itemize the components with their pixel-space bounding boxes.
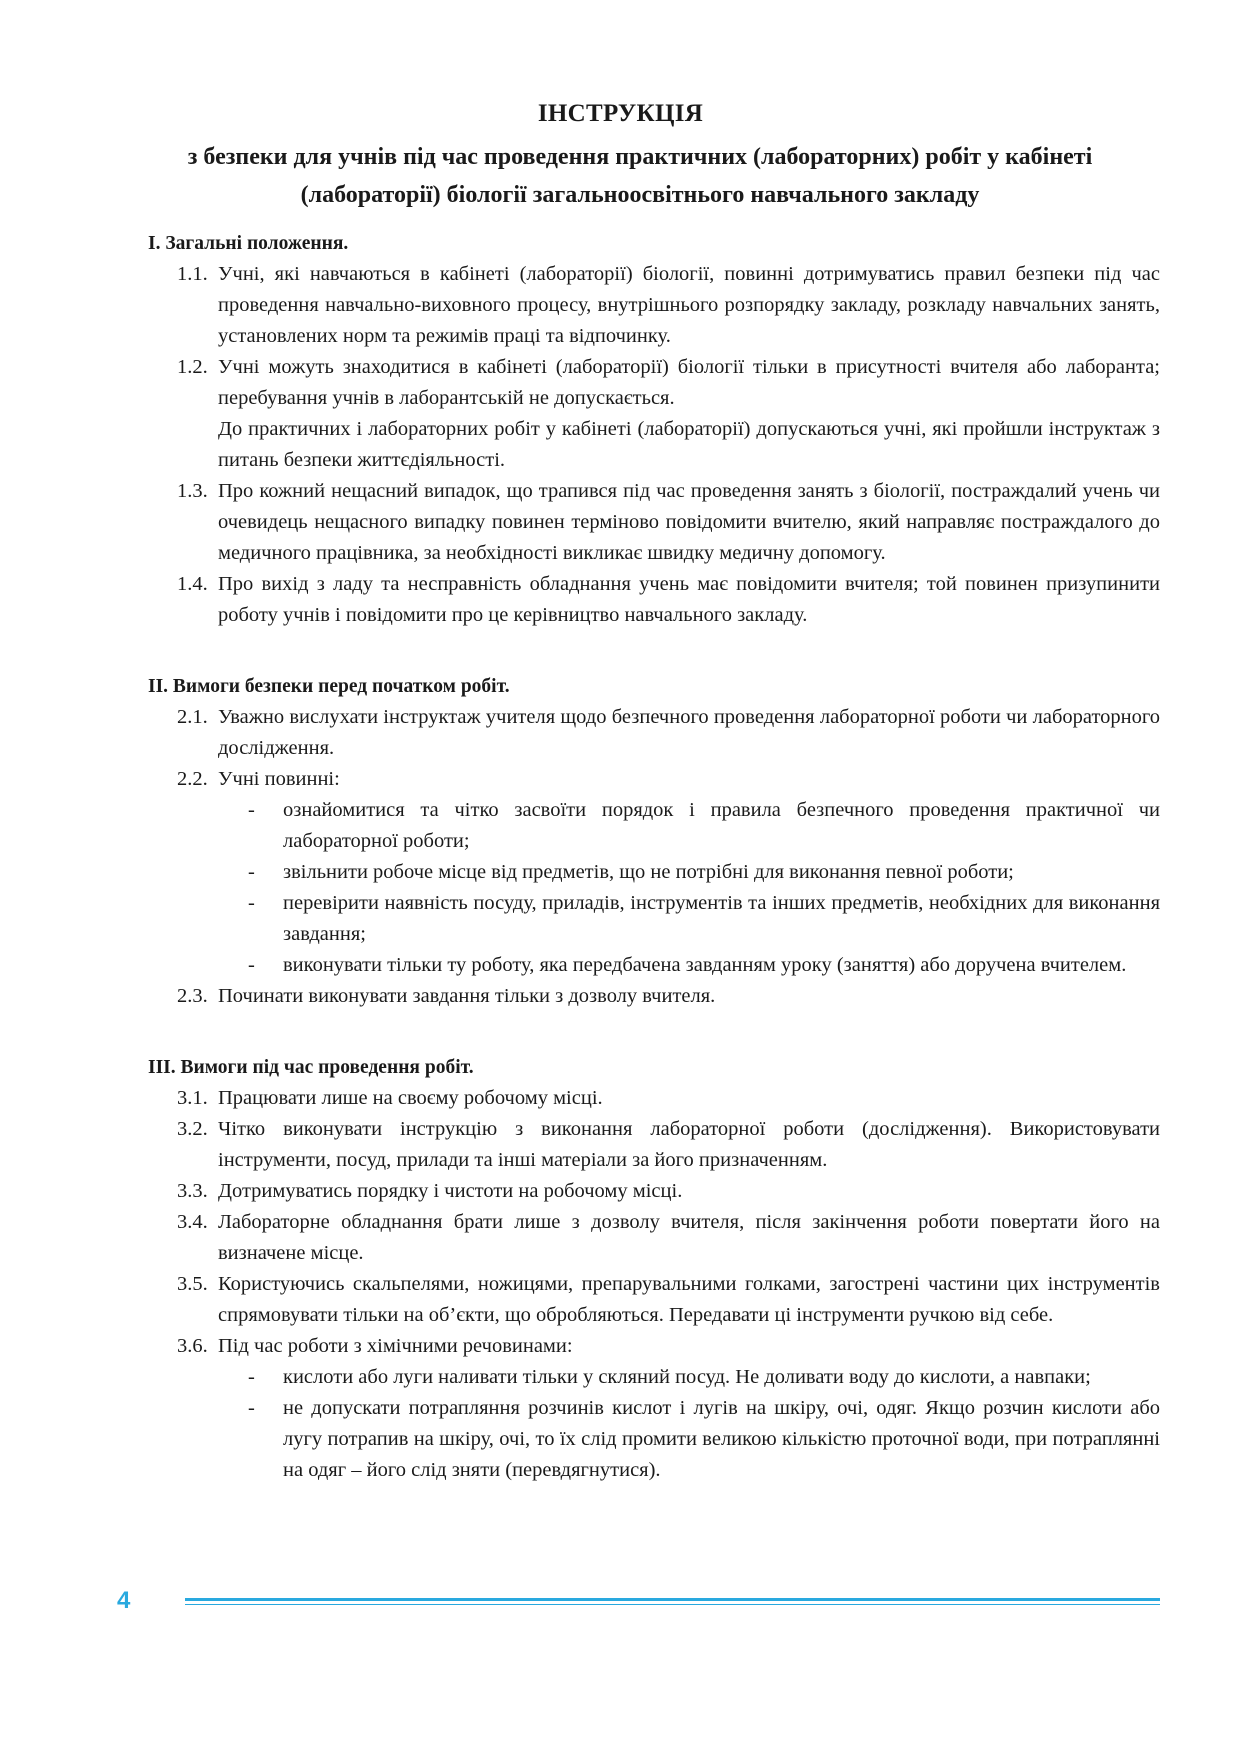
dash-marker: - <box>248 892 255 914</box>
dash-marker: - <box>248 1366 255 1388</box>
item-number: 1.3. <box>177 480 208 502</box>
list-item <box>148 1176 1160 1207</box>
item-number: 1.4. <box>177 573 208 595</box>
item-number: 1.2. <box>177 356 208 378</box>
item-text: Дотримуватись порядку і чистоти на робочому місці. <box>218 1180 683 1202</box>
item-number: 3.5. <box>177 1273 208 1295</box>
item-number: 2.1. <box>177 706 208 728</box>
list-item <box>148 1114 1160 1176</box>
bullet-text: виконувати тільки ту роботу, яка передбачена завданням уроку (заняття) або доручена вчителем. <box>283 954 1127 976</box>
list-item <box>148 1207 1160 1269</box>
dash-marker: - <box>248 861 255 883</box>
item-text: Починати виконувати завдання тільки з дозволу вчителя. <box>218 985 716 1007</box>
dash-marker: - <box>248 799 255 821</box>
document-title: ІНСТРУКЦІЯ <box>537 100 704 127</box>
bullet-text: ознайомитися та чітко засвоїти порядок і правила безпечного проведення практичної чи лабораторної роботи; <box>283 799 1160 852</box>
item-text: Користуючись скальпелями, ножицями, препарувальними голками, загострені частини цих інструментів спрямовувати тільки на об’єкти, що обробляються. Передавати ці інструменти ручкою від себе. <box>218 1273 1160 1326</box>
bullet-item <box>148 795 1160 857</box>
item-number: 1.1. <box>177 263 208 285</box>
dash-marker: - <box>248 1397 255 1419</box>
item-number: 3.1. <box>177 1087 208 1109</box>
page-number: 4 <box>117 1587 131 1614</box>
item-text: Лабораторне обладнання брати лише з дозволу вчителя, після закінчення роботи повертати його на визначене місце. <box>218 1211 1160 1264</box>
list-item <box>148 1083 1160 1114</box>
item-text: Учні, які навчаються в кабінеті (лабораторії) біології, повинні дотримуватись правил безпеки під час проведення навчально-виховного процесу, внутрішнього розпорядку закладу, розкладу навчальних занять, установлених норм та режимів праці та відпочинку. <box>218 263 1160 347</box>
item-text: Чітко виконувати інструкцію з виконання лабораторної роботи (дослідження). Використовувати інструменти, посуд, прилади та інші матеріали за його призначенням. <box>218 1118 1160 1171</box>
section-heading: ІІІ. Вимоги під час проведення робіт. <box>148 1057 474 1078</box>
list-item <box>148 764 1160 795</box>
list-item <box>148 476 1160 569</box>
item-text: Працювати лише на своєму робочому місці. <box>218 1087 603 1109</box>
footer-rule <box>185 1598 1160 1601</box>
item-text: Учні можуть знаходитися в кабінеті (лабораторії) біології тільки в присутності вчителя або лаборанта; перебування учнів в лаборантській не допускається. <box>218 356 1160 409</box>
item-text: Уважно вислухати інструктаж учителя щодо безпечного проведення лабораторної роботи чи лабораторного дослідження. <box>218 706 1160 759</box>
bullet-text: звільнити робоче місце від предметів, що не потрібні для виконання певної роботи; <box>283 861 1014 883</box>
bullet-item <box>148 1393 1160 1486</box>
item-number: 3.4. <box>177 1211 208 1233</box>
list-item <box>148 569 1160 631</box>
item-text: Учні повинні: <box>218 768 340 790</box>
list-item <box>148 259 1160 352</box>
bullet-item <box>148 857 1160 888</box>
dash-marker: - <box>248 954 255 976</box>
section-heading: І. Загальні положення. <box>148 233 349 254</box>
bullet-item <box>148 950 1160 981</box>
list-item <box>148 981 1160 1012</box>
item-text: Про вихід з ладу та несправність обладнання учень має повідомити вчителя; той повинен призупинити роботу учнів і повідомити про це керівництво навчального закладу. <box>218 573 1160 626</box>
list-item <box>148 352 1160 414</box>
item-number: 3.2. <box>177 1118 208 1140</box>
item-number: 2.2. <box>177 768 208 790</box>
item-extra-paragraph: До практичних і лабораторних робіт у кабінеті (лабораторії) допускаються учні, які пройшли інструктаж з питань безпеки життєдіяльності. <box>218 418 1160 471</box>
item-text: Про кожний нещасний випадок, що трапився під час проведення занять з біології, постраждалий учень чи очевидець нещасного випадку повинен терміново повідомити вчителю, який направляє постраждалого до медичного працівника, за необхідності викликає швидку медичну допомогу. <box>218 480 1160 564</box>
bullet-item <box>148 1362 1160 1393</box>
document-subtitle: з безпеки для учнів під час проведення практичних (лабораторних) робіт у кабінеті (лабораторії) біології загальноосвітнього навчального закладу <box>187 144 1093 208</box>
item-number: 2.3. <box>177 985 208 1007</box>
list-item <box>148 702 1160 764</box>
list-item <box>148 1269 1160 1331</box>
document-body <box>148 228 1160 1486</box>
bullet-list <box>148 1362 1160 1486</box>
bullet-list <box>148 795 1160 981</box>
section-heading: ІІ. Вимоги безпеки перед початком робіт. <box>148 676 510 697</box>
footer-rule-thin <box>185 1604 1160 1605</box>
item-number: 3.3. <box>177 1180 208 1202</box>
item-number: 3.6. <box>177 1335 208 1357</box>
bullet-text: не допускати потрапляння розчинів кислот і лугів на шкіру, очі, одяг. Якщо розчин кислоти або лугу потрапив на шкіру, очі, то їх слід промити великою кількістю проточної води, при потраплянні на одяг – його слід зняти (перевдягнутися). <box>283 1397 1160 1481</box>
item-text: Під час роботи з хімічними речовинами: <box>218 1335 573 1357</box>
bullet-item <box>148 888 1160 950</box>
bullet-text: кислоти або луги наливати тільки у скляний посуд. Не доливати воду до кислоти, а навпаки; <box>283 1366 1091 1388</box>
list-item <box>148 1331 1160 1362</box>
bullet-text: перевірити наявність посуду, приладів, інструментів та інших предметів, необхідних для виконання завдання; <box>283 892 1160 945</box>
